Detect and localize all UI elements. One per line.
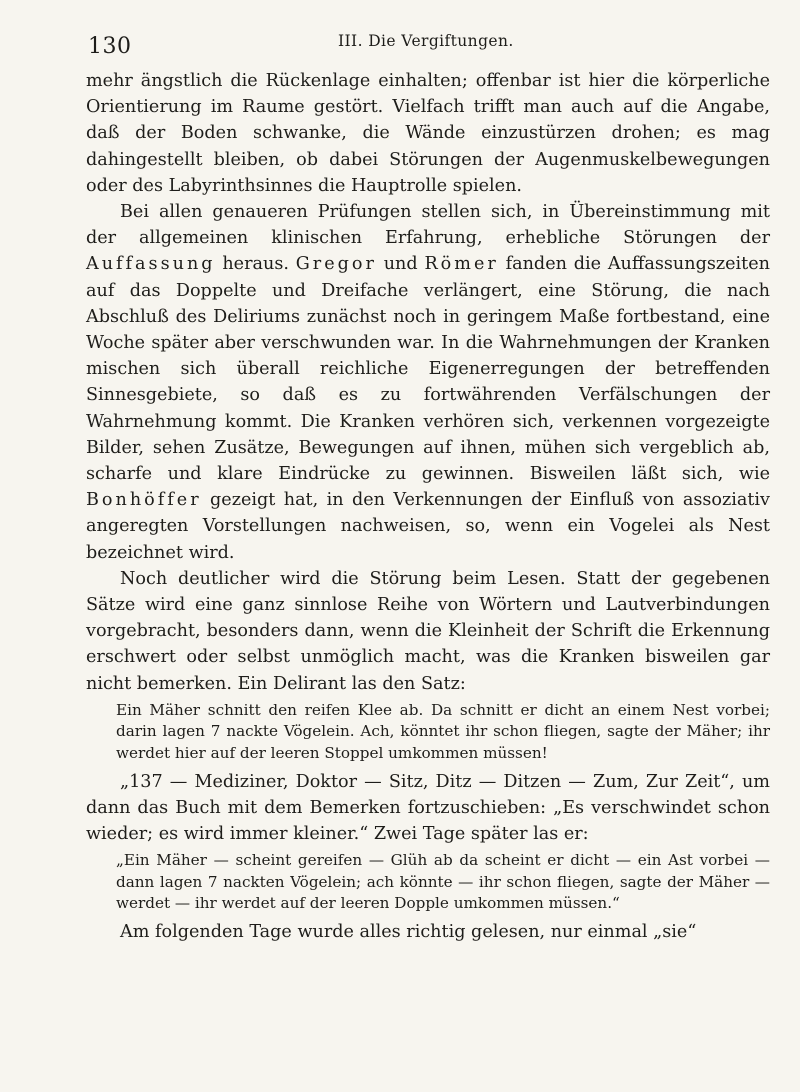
text-run: heraus.: [215, 254, 296, 275]
text-run: und: [376, 254, 425, 275]
author-roemer: Römer: [424, 254, 499, 275]
page-body: [86, 68, 770, 945]
text-run: Bei allen genaueren Prüfungen stellen sich, in Übereinstimmung mit der allgemeinen klinischen Erfahrung, erhebliche Störungen der: [86, 202, 770, 249]
paragraph-lesen: Noch deutlicher wird die Störung beim Lesen. Statt der gegebenen Sätze wird eine ganz sinnlose Reihe von Wörtern und Lautverbindungen vorgebracht, besonders dann, wenn die Kleinheit der Schrift die Erkennung erschwert oder selbst unmöglich macht, was die Kranken bisweilen gar nicht bemerken. Ein Delirant las den Satz:: [86, 568, 770, 694]
block-quote-original: [86, 700, 770, 765]
page-header: [86, 28, 770, 68]
author-bonhoeffer: Bonhöffer: [86, 490, 202, 511]
paragraph-following-day: Am folgenden Tage wurde alles richtig gelesen, nur einmal „sie“: [120, 922, 697, 943]
emphasis-auffassung: Auffassung: [86, 254, 216, 275]
quote-text: „Ein Mäher — scheint gereifen — Glüh ab da scheint er dicht — ein Ast vorbei — dann lagen 7 nackten Vögelein; ach könnte — ihr schon fliegen, sagte der Mäher — werdet — ihr werdet auf der leeren Dopple umkommen müssen.“: [116, 851, 770, 913]
text-run: gezeigt hat, in den Verkennungen der Einfluß von assoziativ angeregten Vorstellungen nachweisen, so, wenn ein Vogelei als Nest bezeichnet wird.: [86, 490, 770, 563]
quote-text: Ein Mäher schnitt den reifen Klee ab. Da schnitt er dicht an einem Nest vorbei; darin lagen 7 nackte Vögelein. Ach, könntet ihr schon fliegen, sagte der Mäher; ihr werdet hier auf der leeren Stoppel umkommen müssen!: [116, 700, 770, 763]
author-gregor: Gregor: [295, 254, 377, 275]
running-head: III. Die Vergiftungen.: [338, 32, 514, 50]
paragraph-auffassung: [86, 199, 770, 566]
block-quote-misread: [86, 850, 770, 915]
page-number: 130: [88, 34, 132, 59]
text-run: fanden die Auffassungszeiten auf das Doppelte und Dreifache verlängert, eine Störung, die nach Abschluß des Deliriums zunächst noch in geringem Maße fortbestand, eine Woche später aber verschwunden war. In die Wahrnehmungen der Kranken mischen sich überall reichliche Eigenerregungen der betreffenden Sinnesgebiete, so daß es zu fortwährenden Verfälschungen der Wahrnehmung kommt. Die Kranken verhören sich, verkennen vorgezeigte Bilder, sehen Zusätze, Bewegungen auf ihnen, mühen sich vergeblich ab, scharfe und klare Eindrücke zu gewinnen. Bisweilen läßt sich, wie: [86, 254, 770, 485]
paragraph-misreading: „137 — Mediziner, Doktor — Sitz, Ditz — Ditzen — Zum, Zur Zeit“, um dann das Buch mit dem Bemerken fortzuschieben: „Es verschwindet schon wieder; es wird immer kleiner.“ Zwei Tage später las er:: [86, 771, 770, 845]
paragraph-continued: mehr ängstlich die Rückenlage einhalten; offenbar ist hier die körperliche Orientierung im Raume gestört. Vielfach trifft man auch auf die Angabe, daß der Boden schwanke, die Wände einzustürzen drohen; es mag dahingestellt bleiben, ob dabei Störungen der Augenmuskelbewegungen oder des Labyrinthsinnes die Hauptrolle spielen.: [86, 71, 770, 196]
